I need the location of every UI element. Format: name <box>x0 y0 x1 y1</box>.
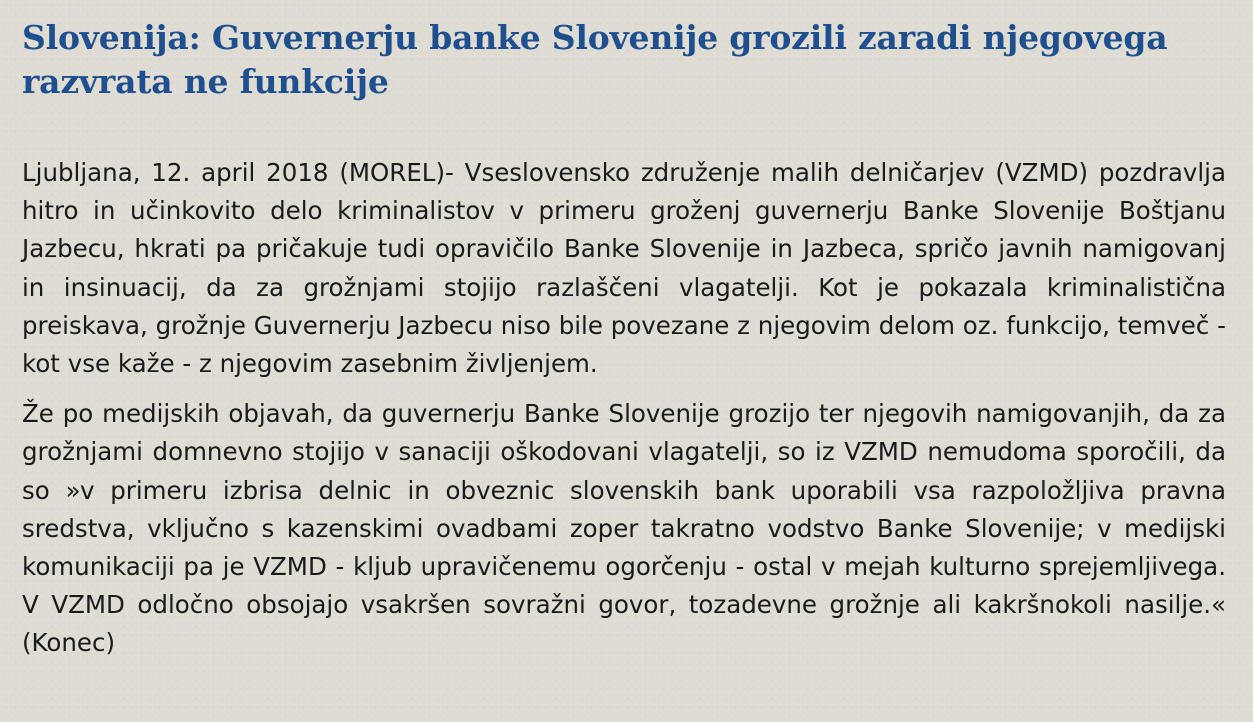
article-paragraph-1: Ljubljana, 12. april 2018 (MOREL)- Vseslovensko združenje malih delničarjev (VZMD) pozdravlja hitro in učinkovito delo kriminalistov v primeru groženj guvernerju Banke Slovenije Boštjanu Jazbecu, hkrati pa pričakuje tudi opravičilo Banke Slovenije in Jazbeca, spričo javnih namigovanj in insinuacij, da za grožnjami stojijo razlaščeni vlagatelji. Kot je pokazala kriminalistična preiskava, grožnje Guvernerju Jazbecu niso bile povezane z njegovim delom oz. funkcijo, temveč - kot vse kaže - z njegovim zasebnim življenjem. <box>22 158 1226 379</box>
article <box>22 16 1226 663</box>
article-paragraph-2: Že po medijskih objavah, da guvernerju Banke Slovenije grozijo ter njegovih namigovanjih, da za grožnjami domnevno stojijo v sanaciji oškodovani vlagatelji, so iz VZMD nemudoma sporočili, da so »v primeru izbrisa delnic in obveznic slovenskih bank uporabili vsa razpoložljiva pravna sredstva, vključno s kazenskimi ovadbami zoper takratno vodstvo Banke Slovenije; v medijski komunikaciji pa je VZMD - kljub upravičenemu ogorčenju - ostal v mejah kulturno sprejemljivega. V VZMD odločno obsojajo vsakršen sovražni govor, tozadevne grožnje ali kakršnokoli nasilje.« (Konec) <box>22 399 1226 658</box>
article-headline: Slovenija: Guvernerju banke Slovenije grozili zaradi njegovega razvrata ne funkcije <box>22 18 1168 101</box>
